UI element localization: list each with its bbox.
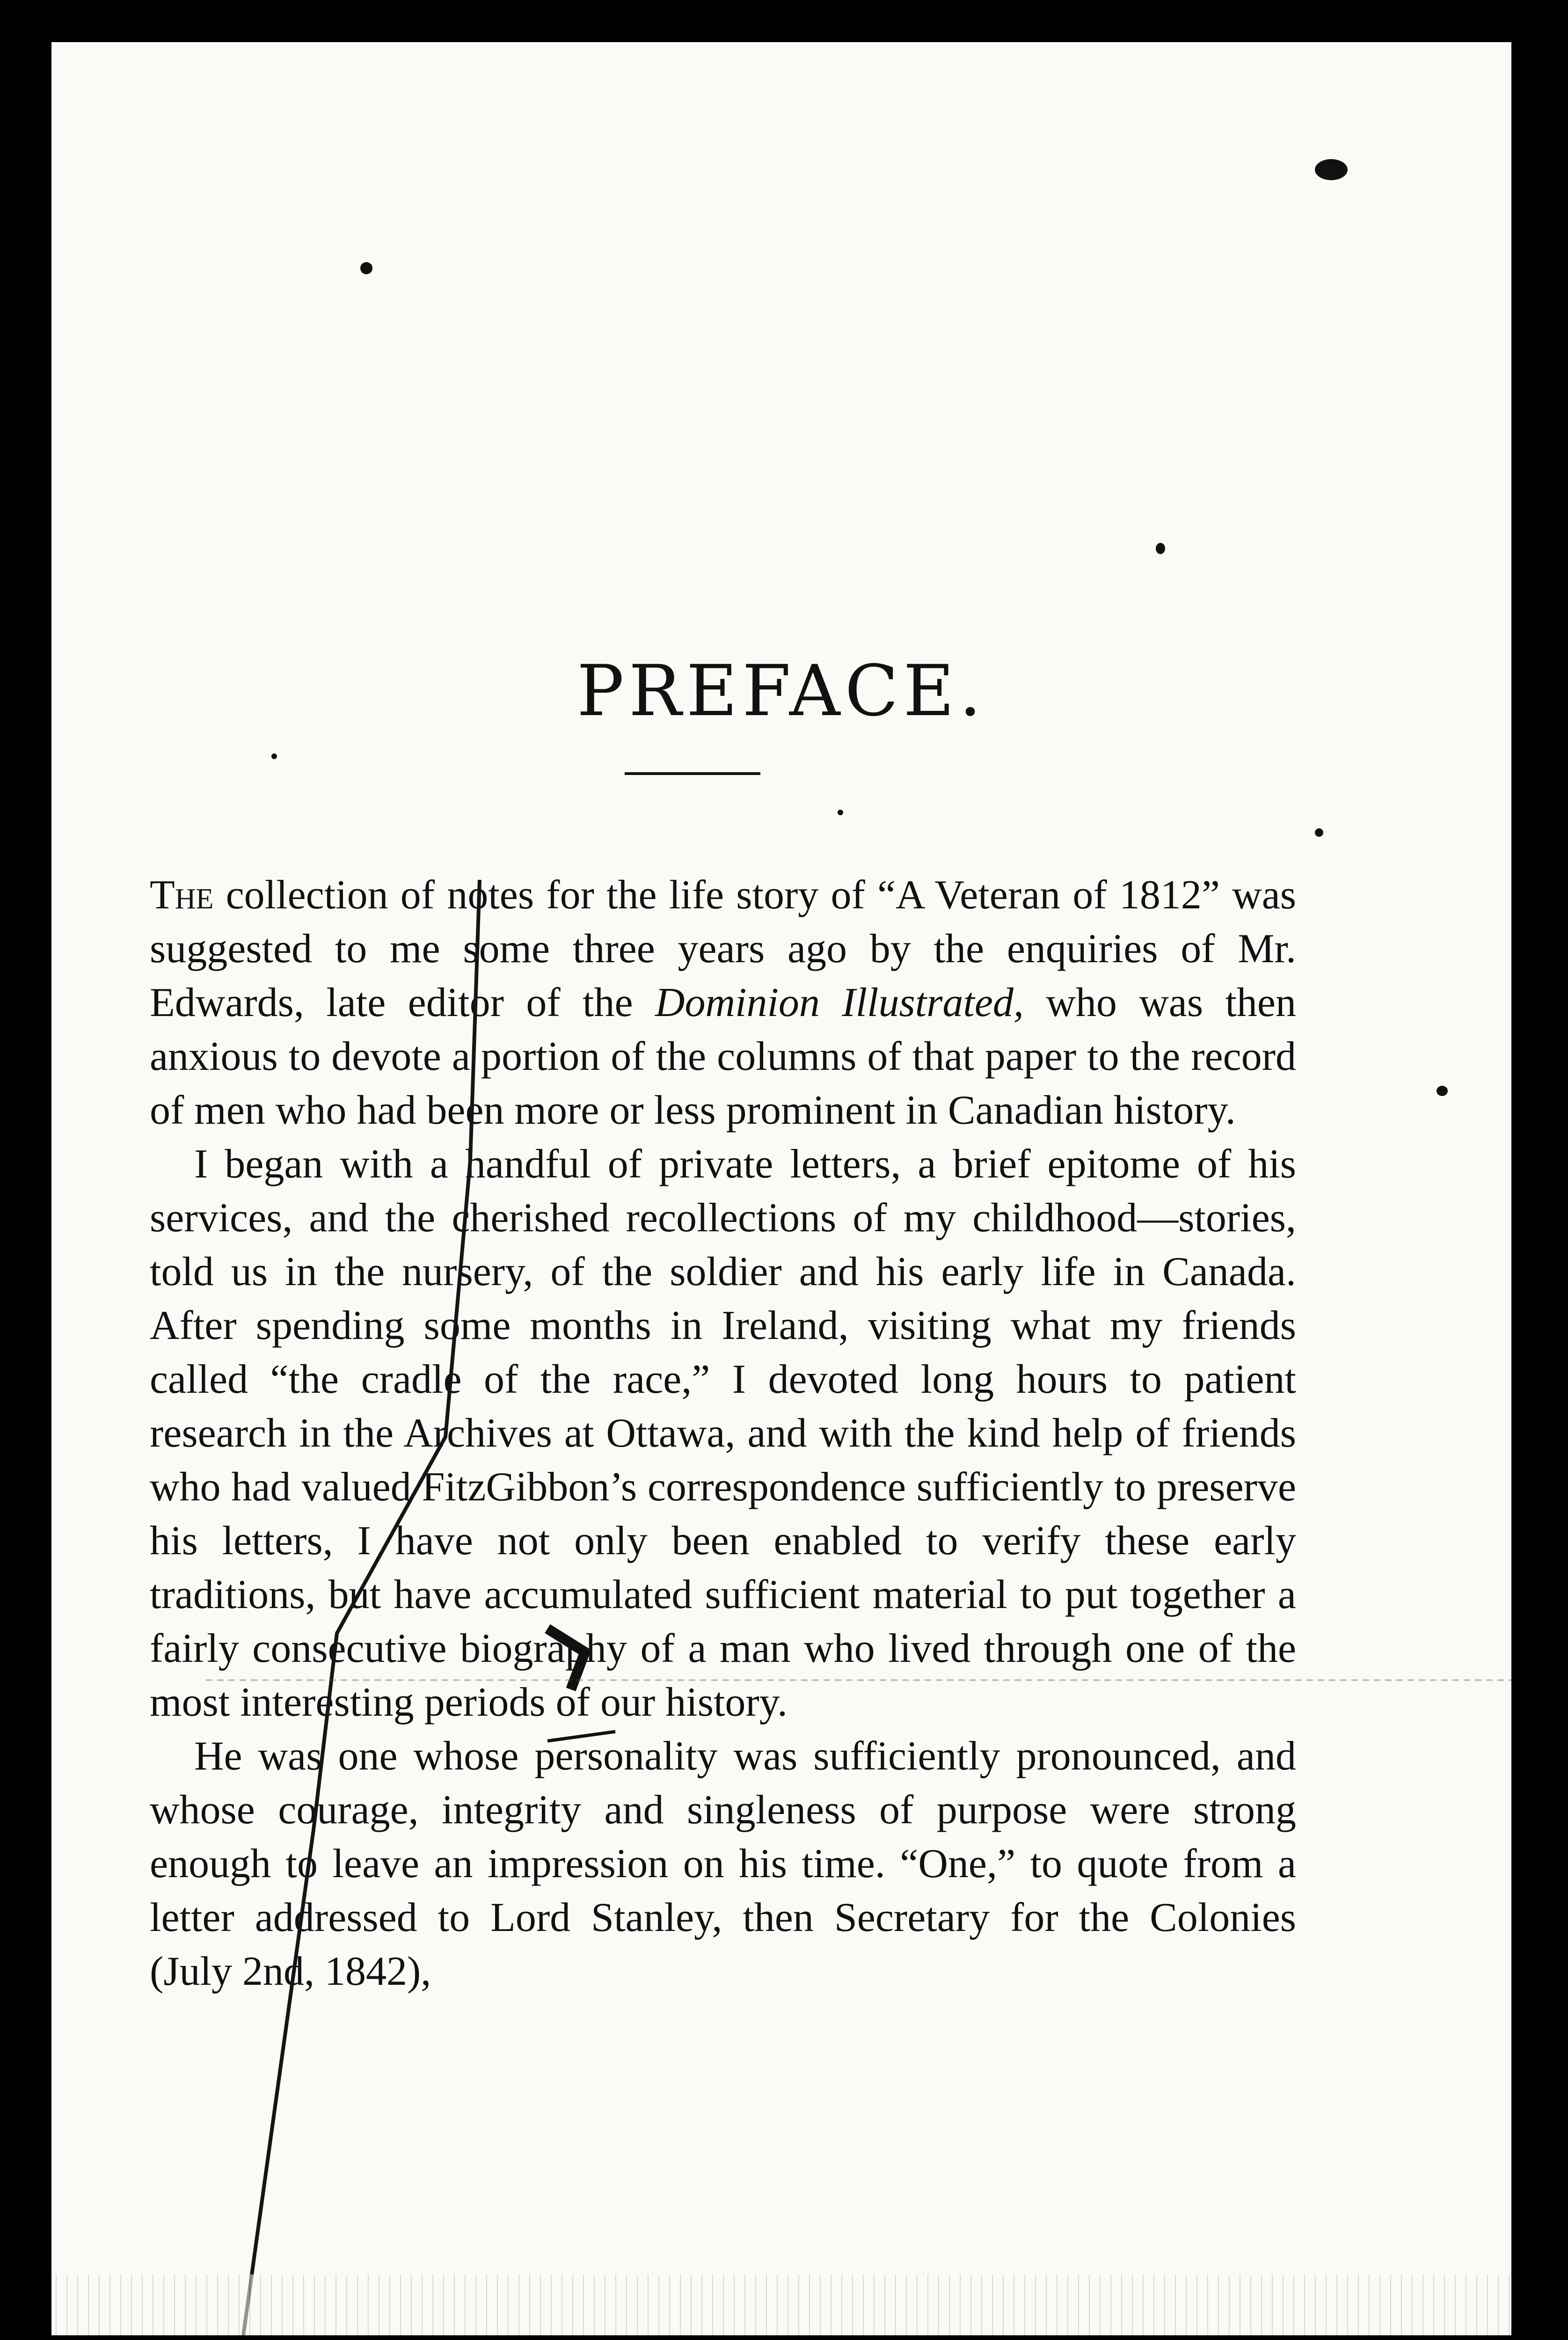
ink-speck	[1315, 828, 1323, 837]
ink-speck	[1156, 543, 1165, 554]
ink-speck	[1315, 159, 1348, 180]
paragraph-3: He was one whose personality was sufficiently pronounced, and whose courage, integrity and singleness of purpose were strong enough to leave an impression on his time. “One,” to quote from a letter addressed to Lord Stanley, then Secretary for the Colonies (July 2nd, 1842),	[150, 1733, 1296, 1994]
preface-body	[150, 868, 1296, 1998]
ink-speck	[1437, 1086, 1448, 1096]
paragraph-1	[150, 868, 1296, 1137]
ink-speck	[838, 810, 843, 815]
ink-speck	[271, 753, 277, 759]
scan-noise	[51, 2274, 1511, 2335]
paragraph-lead-word: The	[150, 872, 214, 918]
paragraph-2: I began with a handful of private letters, a brief epitome of his services, and the cherished recollections of my childhood—stories, told us in the nursery, of the soldier and his early life in Canada. After spending some months in Ireland, visiting what my friends called “the cradle of the race,” I devoted long hours to patient research in the Archives at Ottawa, and with the kind help of friends who had valued FitzGibbon’s correspondence sufficiently to preserve his letters, I have not only been enabled to verify these early traditions, but have accumulated sufficient material to put together a fairly consecutive biography of a man who lived through one of the most interesting periods of our history.	[150, 1141, 1296, 1725]
ink-speck	[360, 262, 372, 274]
publication-title: Dominion Illustrated,	[655, 980, 1024, 1025]
paragraph-text: collection of notes for the life story of “A Veteran of 1812” was suggested to me some three years ago by the enquiries of Mr. Edwards, late editor of the	[150, 872, 1296, 1025]
paragraph-text: who was then anxious to devote a portion of the columns of that paper to the record of men who had been more or less prominent in Canadian history.	[150, 980, 1296, 1133]
title-rule	[625, 772, 760, 775]
book-page	[51, 42, 1511, 2335]
page-title: PREFACE.	[576, 651, 986, 732]
